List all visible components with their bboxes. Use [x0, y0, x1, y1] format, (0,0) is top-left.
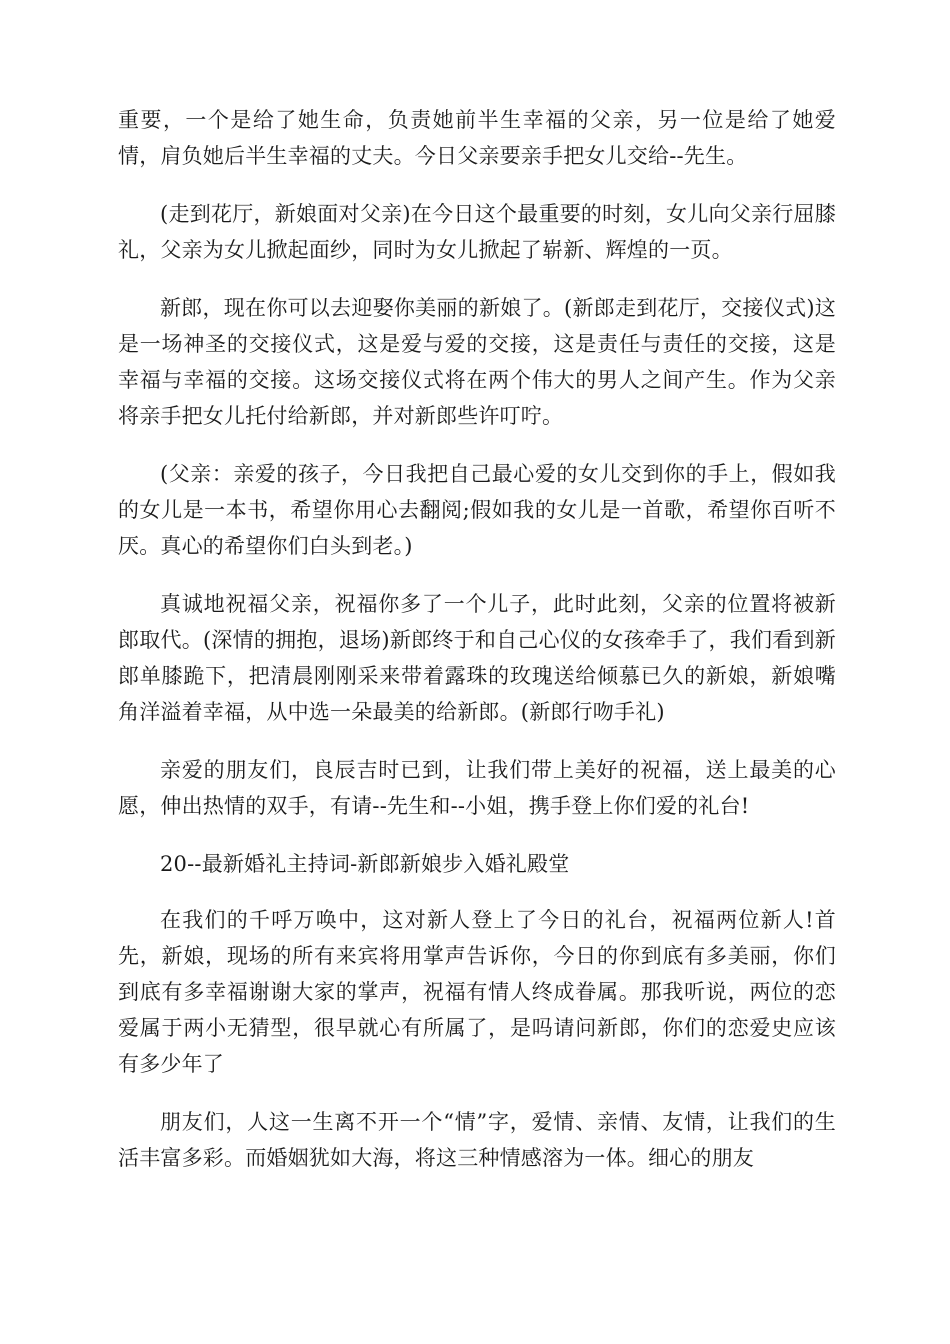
paragraph-father-words: (父亲：亲爱的孩子，今日我把自己最心爱的女儿交到你的手上，假如我的女儿是一本书，希望你用心去翻阅;假如我的女儿是一首歌，希望你百听不厌。真心的希望你们白头到老。): [118, 462, 836, 558]
section-heading: 20--最新婚礼主持词-新郎新娘步入婚礼殿堂: [160, 852, 570, 876]
paragraph-couple-on-stage: 在我们的千呼万唤中，这对新人登上了今日的礼台，祝福两位新人!首先，新娘，现场的所有来宾将用掌声告诉你，今日的你到底有多美丽，你们到底有多幸福谢谢大家的掌声，祝福有情人终成眷属。那我听说，两位的恋爱属于两小无猜型，很早就心有所属了，是吗请问新郎，你们的恋爱史应该有多少年了: [118, 908, 836, 1076]
document-page: [118, 102, 836, 1198]
paragraph-father-unveil: (走到花厅，新娘面对父亲)在今日这个最重要的时刻，女儿向父亲行屈膝礼，父亲为女儿掀起面纱，同时为女儿掀起了崭新、辉煌的一页。: [118, 202, 836, 262]
paragraph-bride-two-men: 重要，一个是给了她生命，负责她前半生幸福的父亲，另一位是给了她爱情，肩负她后半生幸福的丈夫。今日父亲要亲手把女儿交给--先生。: [118, 108, 836, 168]
paragraph-handover-ceremony: 新郎，现在你可以去迎娶你美丽的新娘了。(新郎走到花厅，交接仪式)这是一场神圣的交接仪式，这是爱与爱的交接，这是责任与责任的交接，这是幸福与幸福的交接。这场交接仪式将在两个伟大的男人之间产生。作为父亲将亲手把女儿托付给新郎，并对新郎些许叮咛。: [118, 296, 836, 428]
paragraph-love-friendship: 朋友们，人这一生离不开一个“情”字，爱情、亲情、友情，让我们的生活丰富多彩。而婚姻犹如大海，将这三种情感溶为一体。细心的朋友: [118, 1110, 836, 1170]
paragraph-bless-father: 真诚地祝福父亲，祝福你多了一个儿子，此时此刻，父亲的位置将被新郎取代。(深情的拥抱，退场)新郎终于和自己心仪的女孩牵手了，我们看到新郎单膝跪下，把清晨刚刚采来带着露珠的玫瑰送给倾慕已久的新娘，新娘嘴角洋溢着幸福，从中选一朵最美的给新郎。(新郎行吻手礼): [118, 592, 836, 724]
paragraph-invite-couple: 亲爱的朋友们，良辰吉时已到，让我们带上美好的祝福，送上最美的心愿，伸出热情的双手，有请--先生和--小姐，携手登上你们爱的礼台!: [118, 758, 836, 818]
